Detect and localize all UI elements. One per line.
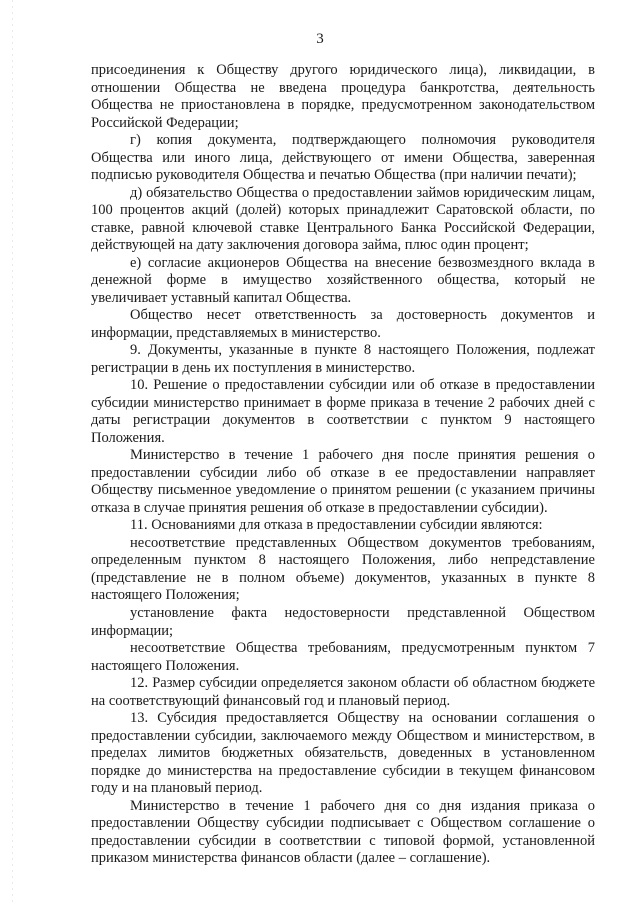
- paragraph: Министерство в течение 1 рабочего дня после принятия решения о предоставлении субсидии либо об отказе в ее предоставлении направляет Обществу письменное уведомление о принятом решении (с указанием причины отказа в случае принятия решения об отказе в предоставлении субсидии).: [91, 447, 595, 516]
- paragraph: д) обязательство Общества о предоставлении займов юридическим лицам, 100 процентов акций (долей) которых принадлежит Саратовской области, по ставке, равной ключевой ставке Центрального Банка Российской Федерации, действующей на дату заключения договора займа, плюс один процент;: [91, 184, 595, 254]
- paragraph: Общество несет ответственность за достоверность документов и информации, представляемых в министерство.: [91, 307, 595, 341]
- paragraph: 11. Основаниями для отказа в предоставлении субсидии являются:: [130, 517, 543, 534]
- scan-margin-line: [12, 0, 13, 905]
- paragraph: 12. Размер субсидии определяется законом области об областном бюджете на соответствующий финансовый год и плановый период.: [91, 675, 595, 709]
- paragraph: г) копия документа, подтверждающего полномочия руководителя Общества или иного лица, действующего от имени Общества, заверенная подписью руководителя Общества и печатью Общества (при наличии печати);: [91, 132, 595, 184]
- paragraph: несоответствие представленных Обществом документов требованиям, определенным пунктом 8 настоящего Положения, либо непредставление (представление не в полном объеме) документов, указанных в пункте 8 настоящего Положения;: [91, 534, 595, 604]
- paragraph: присоединения к Обществу другого юридического лица), ликвидации, в отношении Общества не введена процедура банкротства, деятельность Общества не приостановлена в порядке, предусмотренном законодательством Российской Федерации;: [91, 62, 595, 131]
- paragraph: Министерство в течение 1 рабочего дня со дня издания приказа о предоставлении Обществу субсидии подписывает с Обществом соглашение о предоставлении субсидии в соответствии с типовой формой, установленной приказом министерства финансов области (далее – соглашение).: [91, 797, 595, 867]
- paragraph: 13. Субсидия предоставляется Обществу на основании соглашения о предоставлении субсидии, заключаемого между Обществом и министерством, в пределах лимитов бюджетных обязательств, доведенных в установленном порядке до министерства на предоставление субсидии в текущем финансовом году и на плановый период.: [91, 710, 595, 797]
- paragraph: 9. Документы, указанные в пункте 8 настоящего Положения, подлежат регистрации в день их поступления в министерство.: [91, 342, 595, 376]
- paragraph: установление факта недостоверности представленной Обществом информации;: [91, 604, 595, 639]
- paragraph: е) согласие акционеров Общества на внесение безвозмездного вклада в денежной форме в имущество хозяйственного общества, который не увеличивает уставный капитал Общества.: [91, 254, 595, 306]
- paragraph: 10. Решение о предоставлении субсидии или об отказе в предоставлении субсидии министерство принимает в форме приказа в течение 2 рабочих дней с даты регистрации документов в соответствии с пунктом 9 настоящего Положения.: [91, 377, 595, 446]
- paragraph: несоответствие Общества требованиям, предусмотренным пунктом 7 настоящего Положения.: [91, 640, 595, 674]
- page-number: 3: [316, 31, 324, 47]
- document-body: [91, 62, 595, 868]
